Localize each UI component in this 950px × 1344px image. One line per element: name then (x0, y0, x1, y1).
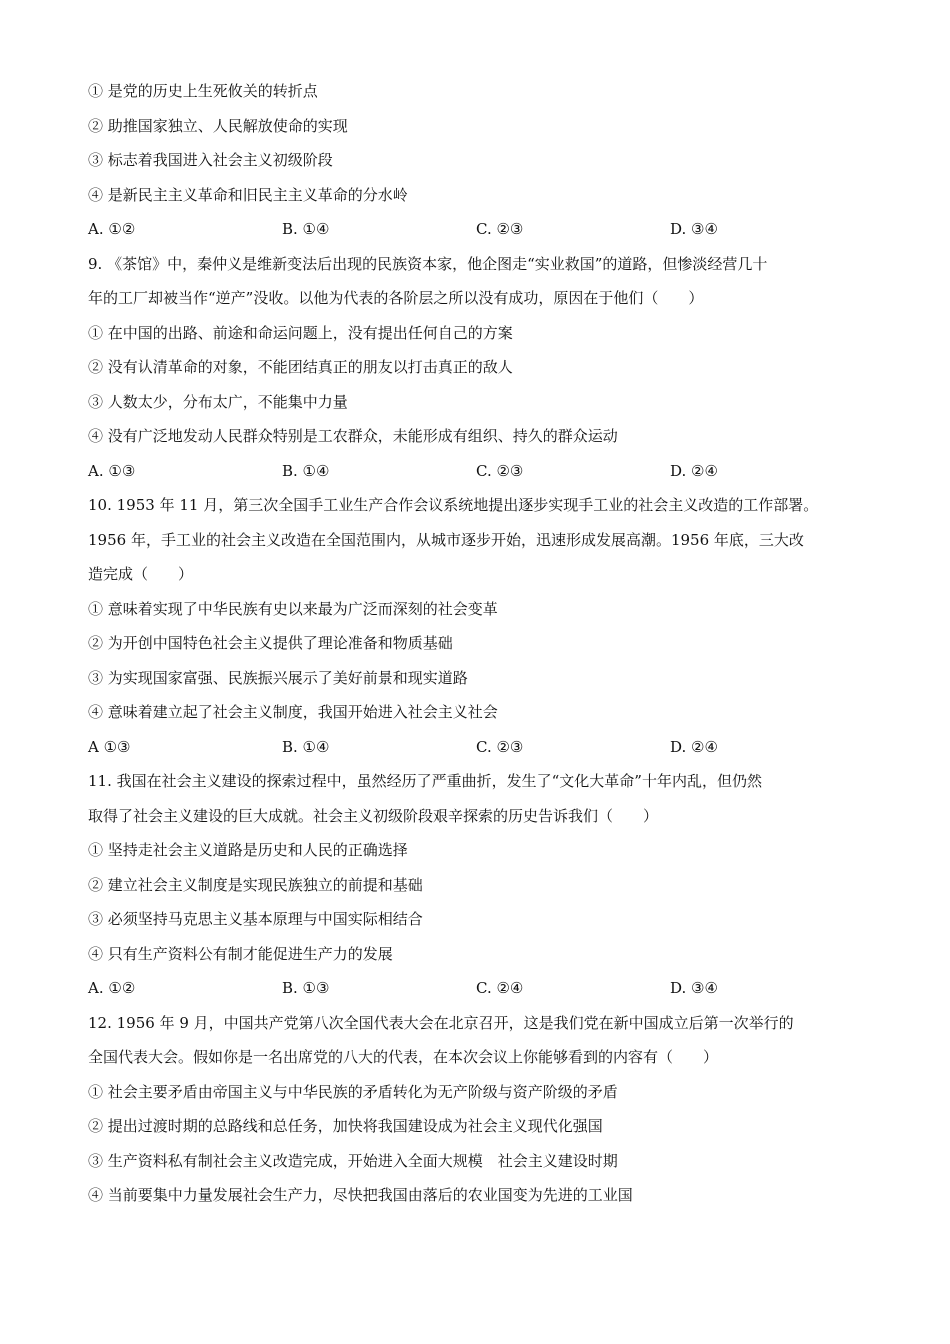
option-3: ③ 标志着我国进入社会主义初级阶段 (88, 151, 333, 169)
question-stem: 11. 我国在社会主义建设的探索过程中，虽然经历了严重曲折，发生了“文化大革命”十年内乱，但仍然 (88, 772, 762, 790)
question-8-tail (88, 74, 878, 247)
answer-d[interactable]: D. ③④ (670, 220, 718, 238)
answer-choices (88, 454, 878, 489)
exam-page (88, 74, 878, 1213)
option-4: ④ 当前要集中力量发展社会生产力，尽快把我国由落后的农业国变为先进的工业国 (88, 1186, 633, 1204)
answer-choices (88, 730, 878, 765)
question-stem: 9. 《茶馆》中，秦仲义是维新变法后出现的民族资本家，他企图走“实业救国”的道路，但惨淡经营几十 (88, 254, 768, 273)
option-3: ③ 必须坚持马克思主义基本原理与中国实际相结合 (88, 910, 423, 928)
answer-d[interactable]: D. ②④ (670, 737, 718, 756)
option-2: ② 建立社会主义制度是实现民族独立的前提和基础 (88, 875, 423, 894)
answer-c[interactable]: C. ②③ (476, 461, 524, 480)
option-4: ④ 意味着建立起了社会主义制度，我国开始进入社会主义社会 (88, 703, 498, 721)
option-3: ③ 为实现国家富强、民族振兴展示了美好前景和现实道路 (88, 668, 468, 687)
answer-choices (88, 212, 878, 247)
answer-b[interactable]: B. ①④ (282, 737, 330, 756)
option-2: ② 没有认清革命的对象，不能团结真正的朋友以打击真正的敌人 (88, 358, 513, 376)
question-stem: 年的工厂却被当作“逆产”没收。以他为代表的各阶层之所以没有成功，原因在于他们（ ） (88, 289, 704, 307)
answer-a[interactable]: A. ①② (88, 979, 136, 997)
question-11 (88, 764, 878, 1006)
option-1: ① 是党的历史上生死攸关的转折点 (88, 82, 318, 100)
option-4: ④ 是新民主主义革命和旧民主主义革命的分水岭 (88, 185, 408, 204)
answer-b[interactable]: B. ①③ (282, 979, 330, 997)
option-2: ② 助推国家独立、人民解放使命的实现 (88, 116, 348, 135)
option-3: ③ 生产资料私有制社会主义改造完成，开始进入全面大规模 社会主义建设时期 (88, 1151, 618, 1170)
answer-b[interactable]: B. ①④ (282, 220, 330, 238)
option-4: ④ 没有广泛地发动人民群众特别是工农群众，未能形成有组织、持久的群众运动 (88, 427, 618, 445)
option-1: ① 社会主要矛盾由帝国主义与中华民族的矛盾转化为无产阶级与资产阶级的矛盾 (88, 1082, 618, 1101)
answer-c[interactable]: C. ②④ (476, 979, 524, 997)
answer-choices (88, 971, 878, 1006)
option-1: ① 在中国的出路、前途和命运问题上，没有提出任何自己的方案 (88, 323, 513, 342)
question-9 (88, 247, 878, 489)
question-stem: 全国代表大会。假如你是一名出席党的八大的代表，在本次会议上你能够看到的内容有（ ） (88, 1048, 719, 1066)
answer-d[interactable]: D. ③④ (670, 979, 718, 997)
answer-c[interactable]: C. ②③ (476, 220, 524, 238)
answer-d[interactable]: D. ②④ (670, 461, 718, 480)
option-4: ④ 只有生产资料公有制才能促进生产力的发展 (88, 944, 393, 963)
option-1: ① 意味着实现了中华民族有史以来最为广泛而深刻的社会变革 (88, 599, 498, 618)
option-2: ② 提出过渡时期的总路线和总任务，加快将我国建设成为社会主义现代化强国 (88, 1117, 603, 1135)
question-stem: 造完成（ ） (88, 565, 194, 583)
answer-a[interactable]: A. ①② (88, 220, 136, 238)
option-3: ③ 人数太少，分布太广，不能集中力量 (88, 392, 348, 411)
option-2: ② 为开创中国特色社会主义提供了理论准备和物质基础 (88, 634, 453, 652)
question-12 (88, 1006, 878, 1213)
answer-a[interactable]: A. ①③ (88, 461, 136, 480)
question-stem: 1956 年，手工业的社会主义改造在全国范围内，从城市逐步开始，迅速形成发展高潮。1956 年底，三大改 (88, 530, 804, 549)
question-stem: 12. 1956 年 9 月，中国共产党第八次全国代表大会在北京召开，这是我们党在新中国成立后第一次举行的 (88, 1013, 794, 1032)
question-10 (88, 488, 878, 764)
answer-c[interactable]: C. ②③ (476, 737, 524, 756)
question-stem: 10. 1953 年 11 月，第三次全国手工业生产合作会议系统地提出逐步实现手工业的社会主义改造的工作部署。 (88, 496, 819, 514)
answer-b[interactable]: B. ①④ (282, 461, 330, 480)
question-stem: 取得了社会主义建设的巨大成就。社会主义初级阶段艰辛探索的历史告诉我们（ ） (88, 806, 659, 825)
answer-a[interactable]: A ①③ (88, 737, 131, 756)
option-1: ① 坚持走社会主义道路是历史和人民的正确选择 (88, 841, 408, 859)
